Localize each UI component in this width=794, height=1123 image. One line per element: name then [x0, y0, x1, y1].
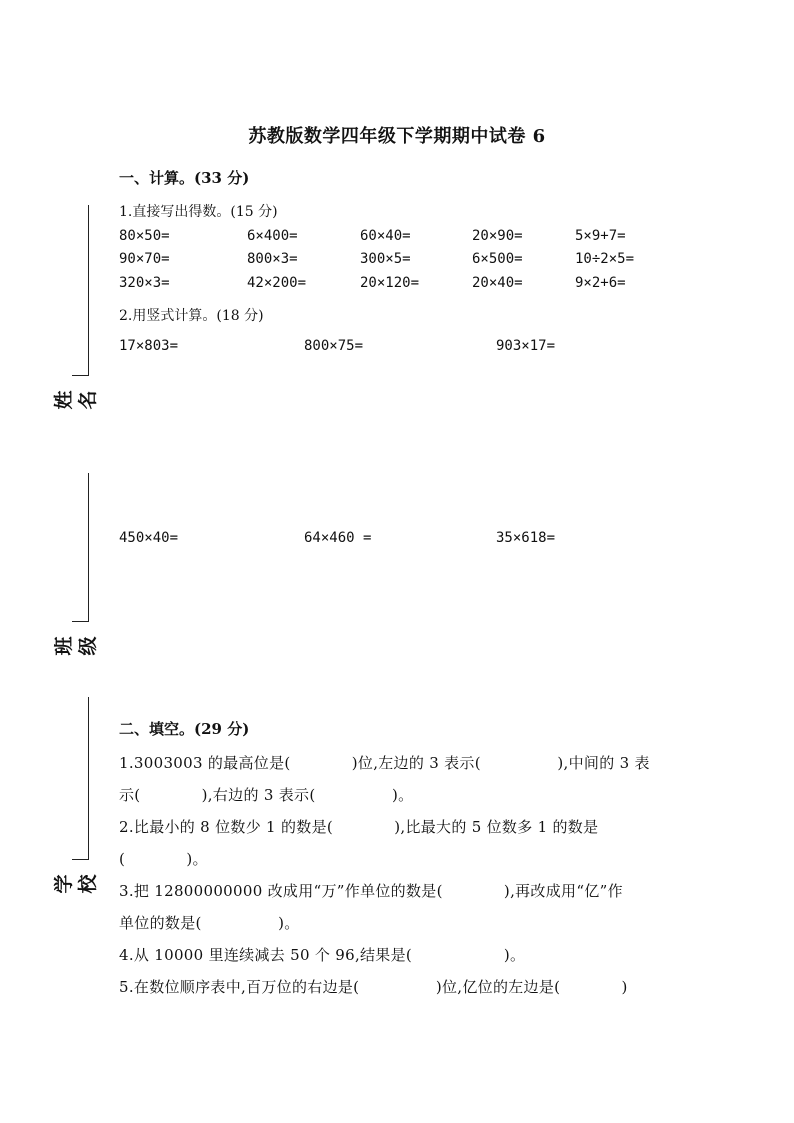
fill-in-line: 2.比最小的 8 位数少 1 的数是( ),比最大的 5 位数多 1 的数是	[119, 818, 599, 836]
school-binding-line	[88, 697, 89, 859]
class-binding-line	[88, 473, 89, 621]
vertical-calc-item: 64×460 =	[304, 530, 372, 546]
calc-item: 42×200=	[247, 275, 307, 291]
fill-in-line: 示( ),右边的 3 表示( )。	[119, 786, 414, 804]
name-label: 姓名	[53, 390, 99, 410]
section-heading-fill-in: 二、填空。(29 分)	[119, 720, 250, 738]
calc-item: 800×3=	[247, 251, 298, 267]
calc-item: 80×50=	[119, 228, 170, 244]
name-binding-line	[88, 205, 89, 375]
class-label: 班级	[53, 636, 99, 656]
part1-title: 1.直接写出得数。(15 分)	[119, 204, 278, 220]
calc-item: 10÷2×5=	[575, 251, 635, 267]
page-title: 苏教版数学四年级下学期期中试卷 6	[248, 126, 546, 147]
vertical-calc-item: 35×618=	[496, 530, 556, 546]
calc-item: 20×120=	[360, 275, 420, 291]
calc-item: 6×500=	[472, 251, 523, 267]
fill-in-line: 3.把 12800000000 改成用“万”作单位的数是( ),再改成用“亿”作	[119, 882, 623, 900]
fill-in-line: 4.从 10000 里连续减去 50 个 96,结果是( )。	[119, 946, 526, 964]
vertical-calc-item: 450×40=	[119, 530, 179, 546]
calc-item: 320×3=	[119, 275, 170, 291]
fill-in-line: 单位的数是( )。	[119, 914, 300, 932]
calc-item: 300×5=	[360, 251, 411, 267]
calc-item: 20×40=	[472, 275, 523, 291]
calc-item: 20×90=	[472, 228, 523, 244]
calc-item: 6×400=	[247, 228, 298, 244]
part2-title: 2.用竖式计算。(18 分)	[119, 308, 264, 324]
fill-in-line: ( )。	[119, 850, 208, 868]
section-heading-calculation: 一、计算。(33 分)	[119, 169, 250, 187]
fill-in-line: 5.在数位顺序表中,百万位的右边是( )位,亿位的左边是( )	[119, 978, 628, 996]
vertical-calc-item: 17×803=	[119, 338, 179, 354]
calc-item: 9×2+6=	[575, 275, 626, 291]
school-label: 学校	[53, 874, 99, 894]
calc-item: 60×40=	[360, 228, 411, 244]
fill-in-line: 1.3003003 的最高位是( )位,左边的 3 表示( ),中间的 3 表	[119, 754, 650, 772]
calc-item: 90×70=	[119, 251, 170, 267]
vertical-calc-item: 903×17=	[496, 338, 556, 354]
vertical-calc-item: 800×75=	[304, 338, 364, 354]
calc-item: 5×9+7=	[575, 228, 626, 244]
